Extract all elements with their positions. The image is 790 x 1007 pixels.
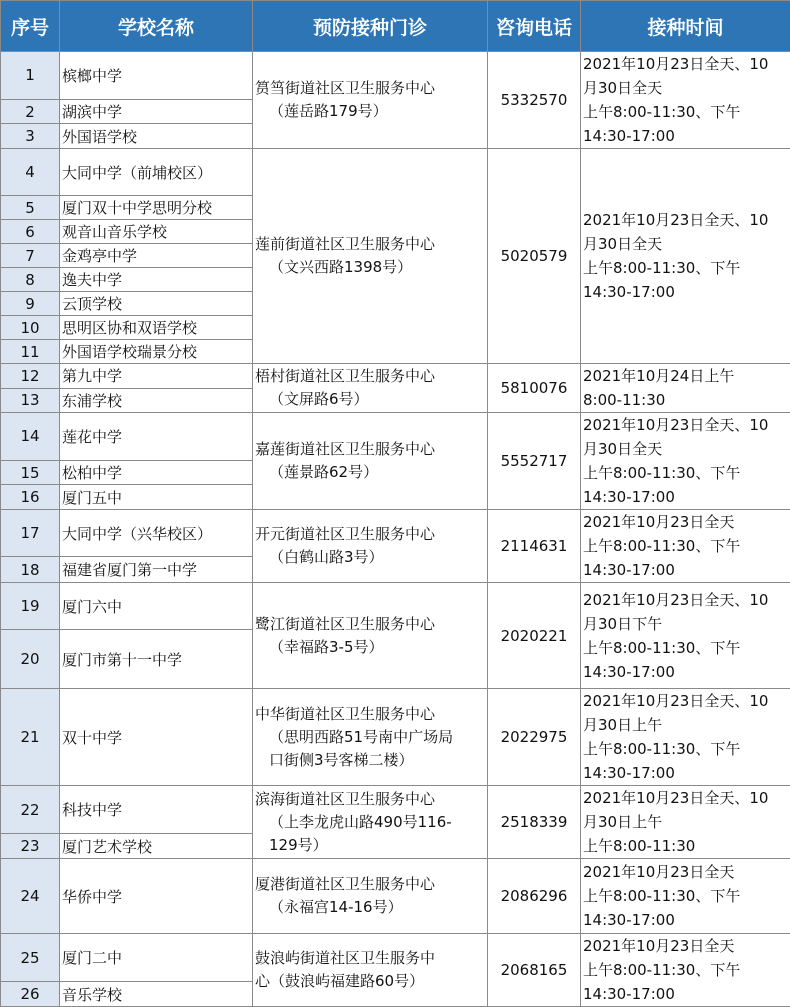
phone-cell: 5020579 <box>488 149 581 364</box>
time-line: 上午8:00-11:30、下午 <box>583 100 788 124</box>
clinic-cell <box>253 583 488 689</box>
time-line: 2021年10月23日全天 <box>583 934 788 958</box>
school-name: 大同中学（前埔校区） <box>60 149 253 196</box>
clinic-address: 129号） <box>255 834 485 857</box>
school-name: 双十中学 <box>60 689 253 786</box>
row-index: 3 <box>1 124 60 149</box>
school-name: 华侨中学 <box>60 859 253 934</box>
clinic-address: （莲景路62号） <box>255 461 485 484</box>
time-line: 2021年10月23日全天、10 <box>583 208 788 232</box>
row-index: 11 <box>1 340 60 364</box>
school-name: 福建省厦门第一中学 <box>60 557 253 583</box>
time-line: 2021年10月23日全天 <box>583 510 788 534</box>
time-cell <box>581 364 790 413</box>
time-line: 14:30-17:00 <box>583 982 788 1006</box>
school-name: 厦门双十中学思明分校 <box>60 196 253 220</box>
clinic-name: 滨海街道社区卫生服务中心 <box>255 788 485 811</box>
time-cell <box>581 583 790 689</box>
time-line: 上午8:00-11:30、下午 <box>583 461 788 485</box>
clinic-name: 开元街道社区卫生服务中心 <box>255 523 485 546</box>
time-line: 14:30-17:00 <box>583 660 788 684</box>
row-index: 21 <box>1 689 60 786</box>
table-row <box>1 52 790 100</box>
table-row <box>1 364 790 389</box>
school-name: 外国语学校瑞景分校 <box>60 340 253 364</box>
time-line: 14:30-17:00 <box>583 124 788 148</box>
clinic-name: 厦港街道社区卫生服务中心 <box>255 873 485 896</box>
time-line: 上午8:00-11:30、下午 <box>583 737 788 761</box>
clinic-address: （永福宫14-16号） <box>255 896 485 919</box>
time-cell <box>581 859 790 934</box>
clinic-name: 筼筜街道社区卫生服务中心 <box>255 77 485 100</box>
clinic-name: 中华街道社区卫生服务中心 <box>255 703 485 726</box>
school-name: 大同中学（兴华校区） <box>60 510 253 557</box>
clinic-cell <box>253 413 488 510</box>
row-index: 8 <box>1 268 60 292</box>
school-name: 科技中学 <box>60 786 253 834</box>
row-index: 14 <box>1 413 60 461</box>
school-name: 金鸡亭中学 <box>60 244 253 268</box>
clinic-address: 口街侧3号客梯二楼） <box>255 749 485 772</box>
time-line: 2021年10月23日全天、10 <box>583 689 788 713</box>
clinic-cell <box>253 786 488 859</box>
school-name: 厦门五中 <box>60 485 253 510</box>
school-name: 槟榔中学 <box>60 52 253 100</box>
phone-cell: 5810076 <box>488 364 581 413</box>
row-index: 5 <box>1 196 60 220</box>
clinic-cell <box>253 364 488 413</box>
row-index: 6 <box>1 220 60 244</box>
clinic-address: （白鹤山路3号） <box>255 546 485 569</box>
time-line: 14:30-17:00 <box>583 761 788 785</box>
clinic-address: （文屏路6号） <box>255 388 485 411</box>
table-row <box>1 583 790 630</box>
time-line: 2021年10月23日全天、10 <box>583 588 788 612</box>
time-line: 月30日全天 <box>583 76 788 100</box>
phone-cell: 2020221 <box>488 583 581 689</box>
phone-cell: 2086296 <box>488 859 581 934</box>
time-line: 14:30-17:00 <box>583 485 788 509</box>
time-line: 上午8:00-11:30、下午 <box>583 256 788 280</box>
clinic-name: 鹭江街道社区卫生服务中心 <box>255 613 485 636</box>
row-index: 1 <box>1 52 60 100</box>
time-line: 14:30-17:00 <box>583 280 788 304</box>
time-cell <box>581 934 790 1007</box>
phone-cell: 2114631 <box>488 510 581 583</box>
clinic-address: （上李龙虎山路490号116- <box>255 811 485 834</box>
row-index: 17 <box>1 510 60 557</box>
row-index: 18 <box>1 557 60 583</box>
school-name: 厦门二中 <box>60 934 253 982</box>
row-index: 20 <box>1 630 60 689</box>
time-line: 上午8:00-11:30、下午 <box>583 884 788 908</box>
school-name: 第九中学 <box>60 364 253 389</box>
time-line: 2021年10月23日全天、10 <box>583 786 788 810</box>
header-time: 接种时间 <box>581 1 790 52</box>
time-line: 2021年10月23日全天 <box>583 860 788 884</box>
time-cell <box>581 510 790 583</box>
clinic-cell <box>253 149 488 364</box>
table-row <box>1 689 790 786</box>
row-index: 13 <box>1 388 60 413</box>
row-index: 4 <box>1 149 60 196</box>
time-line: 月30日上午 <box>583 810 788 834</box>
row-index: 23 <box>1 834 60 859</box>
header-index: 序号 <box>1 1 60 52</box>
time-line: 14:30-17:00 <box>583 908 788 932</box>
row-index: 15 <box>1 460 60 485</box>
time-line: 月30日全天 <box>583 437 788 461</box>
clinic-address: （文兴西路1398号） <box>255 256 485 279</box>
school-name: 湖滨中学 <box>60 99 253 124</box>
time-line: 月30日上午 <box>583 713 788 737</box>
school-name: 莲花中学 <box>60 413 253 461</box>
row-index: 24 <box>1 859 60 934</box>
phone-cell: 2068165 <box>488 934 581 1007</box>
time-cell <box>581 149 790 364</box>
time-cell <box>581 689 790 786</box>
clinic-name: 鼓浪屿街道社区卫生服务中 <box>255 947 485 970</box>
clinic-address: 心（鼓浪屿福建路60号） <box>255 970 485 993</box>
school-name: 思明区协和双语学校 <box>60 316 253 340</box>
school-name: 观音山音乐学校 <box>60 220 253 244</box>
clinic-name: 莲前街道社区卫生服务中心 <box>255 233 485 256</box>
time-line: 2021年10月23日全天、10 <box>583 413 788 437</box>
school-name: 云顶学校 <box>60 292 253 316</box>
school-name: 厦门市第十一中学 <box>60 630 253 689</box>
header-row <box>1 1 790 52</box>
time-line: 上午8:00-11:30 <box>583 834 788 858</box>
school-name: 东浦学校 <box>60 388 253 413</box>
phone-cell: 5552717 <box>488 413 581 510</box>
row-index: 16 <box>1 485 60 510</box>
time-cell <box>581 52 790 149</box>
table-row <box>1 786 790 834</box>
row-index: 2 <box>1 99 60 124</box>
clinic-cell <box>253 510 488 583</box>
row-index: 19 <box>1 583 60 630</box>
clinic-address: （思明西路51号南中广场局 <box>255 726 485 749</box>
clinic-cell <box>253 859 488 934</box>
row-index: 12 <box>1 364 60 389</box>
time-cell <box>581 786 790 859</box>
time-line: 上午8:00-11:30、下午 <box>583 534 788 558</box>
time-line: 2021年10月24日上午 <box>583 364 788 388</box>
time-line: 2021年10月23日全天、10 <box>583 52 788 76</box>
school-name: 厦门六中 <box>60 583 253 630</box>
header-school-name: 学校名称 <box>60 1 253 52</box>
table-row <box>1 859 790 934</box>
row-index: 9 <box>1 292 60 316</box>
clinic-name: 梧村街道社区卫生服务中心 <box>255 365 485 388</box>
table-row <box>1 413 790 461</box>
row-index: 26 <box>1 982 60 1007</box>
time-line: 上午8:00-11:30、下午 <box>583 958 788 982</box>
school-name: 厦门艺术学校 <box>60 834 253 859</box>
phone-cell: 5332570 <box>488 52 581 149</box>
table-row <box>1 149 790 196</box>
school-name: 音乐学校 <box>60 982 253 1007</box>
clinic-address: （莲岳路179号） <box>255 100 485 123</box>
time-line: 14:30-17:00 <box>583 558 788 582</box>
time-line: 上午8:00-11:30、下午 <box>583 636 788 660</box>
clinic-cell <box>253 52 488 149</box>
row-index: 10 <box>1 316 60 340</box>
row-index: 22 <box>1 786 60 834</box>
table-row <box>1 934 790 982</box>
clinic-cell <box>253 934 488 1007</box>
row-index: 25 <box>1 934 60 982</box>
header-clinic: 预防接种门诊 <box>253 1 488 52</box>
time-line: 8:00-11:30 <box>583 388 788 412</box>
time-cell <box>581 413 790 510</box>
phone-cell: 2022975 <box>488 689 581 786</box>
clinic-cell <box>253 689 488 786</box>
school-name: 逸夫中学 <box>60 268 253 292</box>
header-phone: 咨询电话 <box>488 1 581 52</box>
clinic-address: （幸福路3-5号） <box>255 636 485 659</box>
time-line: 月30日下午 <box>583 612 788 636</box>
row-index: 7 <box>1 244 60 268</box>
time-line: 月30日全天 <box>583 232 788 256</box>
phone-cell: 2518339 <box>488 786 581 859</box>
clinic-name: 嘉莲街道社区卫生服务中心 <box>255 438 485 461</box>
school-name: 外国语学校 <box>60 124 253 149</box>
table-row <box>1 510 790 557</box>
school-name: 松柏中学 <box>60 460 253 485</box>
